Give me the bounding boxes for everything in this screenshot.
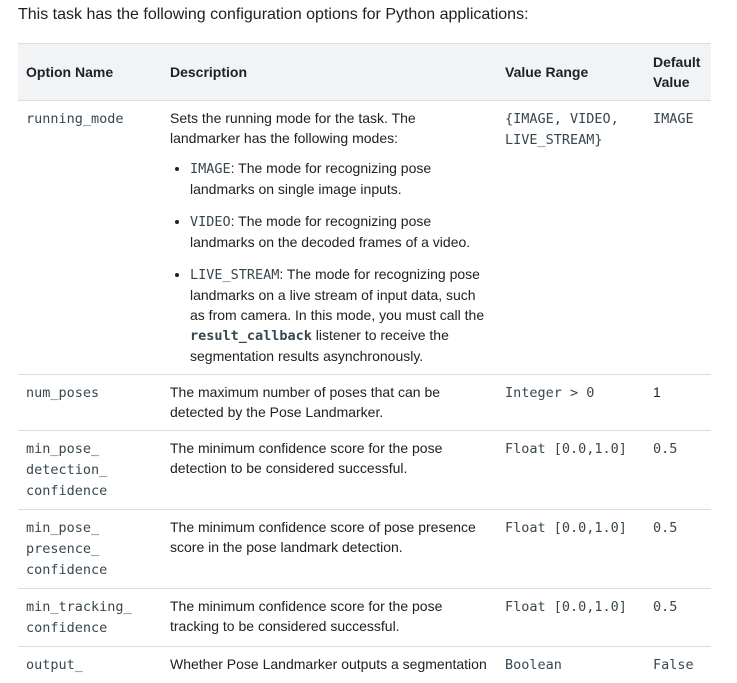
- value-range: Integer > 0: [505, 385, 594, 401]
- table-row-num-poses: [18, 375, 711, 431]
- header-description: Description: [162, 44, 497, 101]
- table-row-running-mode: [18, 101, 711, 375]
- intro-text: This task has the following configuration options for Python applications:: [18, 5, 529, 25]
- mode-code: LIVE_STREAM: [190, 267, 279, 283]
- callback-code: result_callback: [190, 328, 312, 344]
- list-item-image-mode: [190, 158, 489, 199]
- option-name: num_poses: [26, 385, 99, 401]
- option-name: min_pose_ detection_ confidence: [26, 441, 107, 499]
- value-range: Float [0.0,1.0]: [505, 599, 627, 615]
- mode-code: IMAGE: [190, 161, 231, 177]
- option-name: min_tracking_ confidence: [26, 599, 132, 636]
- header-value-range: Value Range: [497, 44, 645, 101]
- table-row-output-segmentation-masks: [18, 647, 711, 683]
- mode-text-continued: listener to receive the segmentation results asynchronously.: [190, 327, 449, 364]
- table-row-min-pose-presence-confidence: [18, 510, 711, 589]
- option-description: The minimum confidence score for the pose tracking to be considered successful.: [170, 596, 489, 636]
- description-text: Sets the running mode for the task. The landmarker has the following modes:: [170, 108, 489, 148]
- option-name: running_mode: [26, 111, 124, 127]
- option-name: output_: [26, 657, 83, 673]
- mode-code: VIDEO: [190, 214, 231, 230]
- config-options-table: [18, 43, 711, 683]
- value-range: {IMAGE, VIDEO, LIVE_STREAM}: [505, 111, 627, 148]
- default-value: False: [653, 657, 694, 673]
- option-description: Whether Pose Landmarker outputs a segmentation: [170, 654, 489, 674]
- value-range: Float [0.0,1.0]: [505, 520, 627, 536]
- default-value: 0.5: [653, 441, 677, 457]
- value-range: Float [0.0,1.0]: [505, 441, 627, 457]
- mode-text: : The mode for recognizing pose landmarks on single image inputs.: [190, 160, 431, 197]
- modes-list: [170, 158, 489, 366]
- table-row-min-tracking-confidence: [18, 589, 711, 647]
- option-description: The maximum number of poses that can be detected by the Pose Landmarker.: [170, 382, 489, 422]
- header-default-value: Default Value: [645, 44, 711, 101]
- mode-text: : The mode for recognizing pose landmarks on a live stream of input data, such as from camera. In this mode, you must call the: [190, 266, 484, 323]
- option-description: The minimum confidence score of pose presence score in the pose landmark detection.: [170, 517, 489, 557]
- table-row-min-pose-detection-confidence: [18, 431, 711, 510]
- default-value: 0.5: [653, 520, 677, 536]
- option-description: [162, 101, 497, 375]
- table-header-row: [18, 44, 711, 101]
- header-option-name: Option Name: [18, 44, 162, 101]
- mode-text: : The mode for recognizing pose landmarks on the decoded frames of a video.: [190, 213, 470, 250]
- option-name: min_pose_ presence_ confidence: [26, 520, 107, 578]
- default-value: IMAGE: [653, 111, 694, 127]
- default-value: 1: [653, 384, 661, 400]
- default-value: 0.5: [653, 599, 677, 615]
- list-item-live-stream-mode: [190, 264, 489, 366]
- value-range: Boolean: [505, 657, 562, 673]
- option-description: The minimum confidence score for the pose detection to be considered successful.: [170, 438, 489, 478]
- list-item-video-mode: [190, 211, 489, 252]
